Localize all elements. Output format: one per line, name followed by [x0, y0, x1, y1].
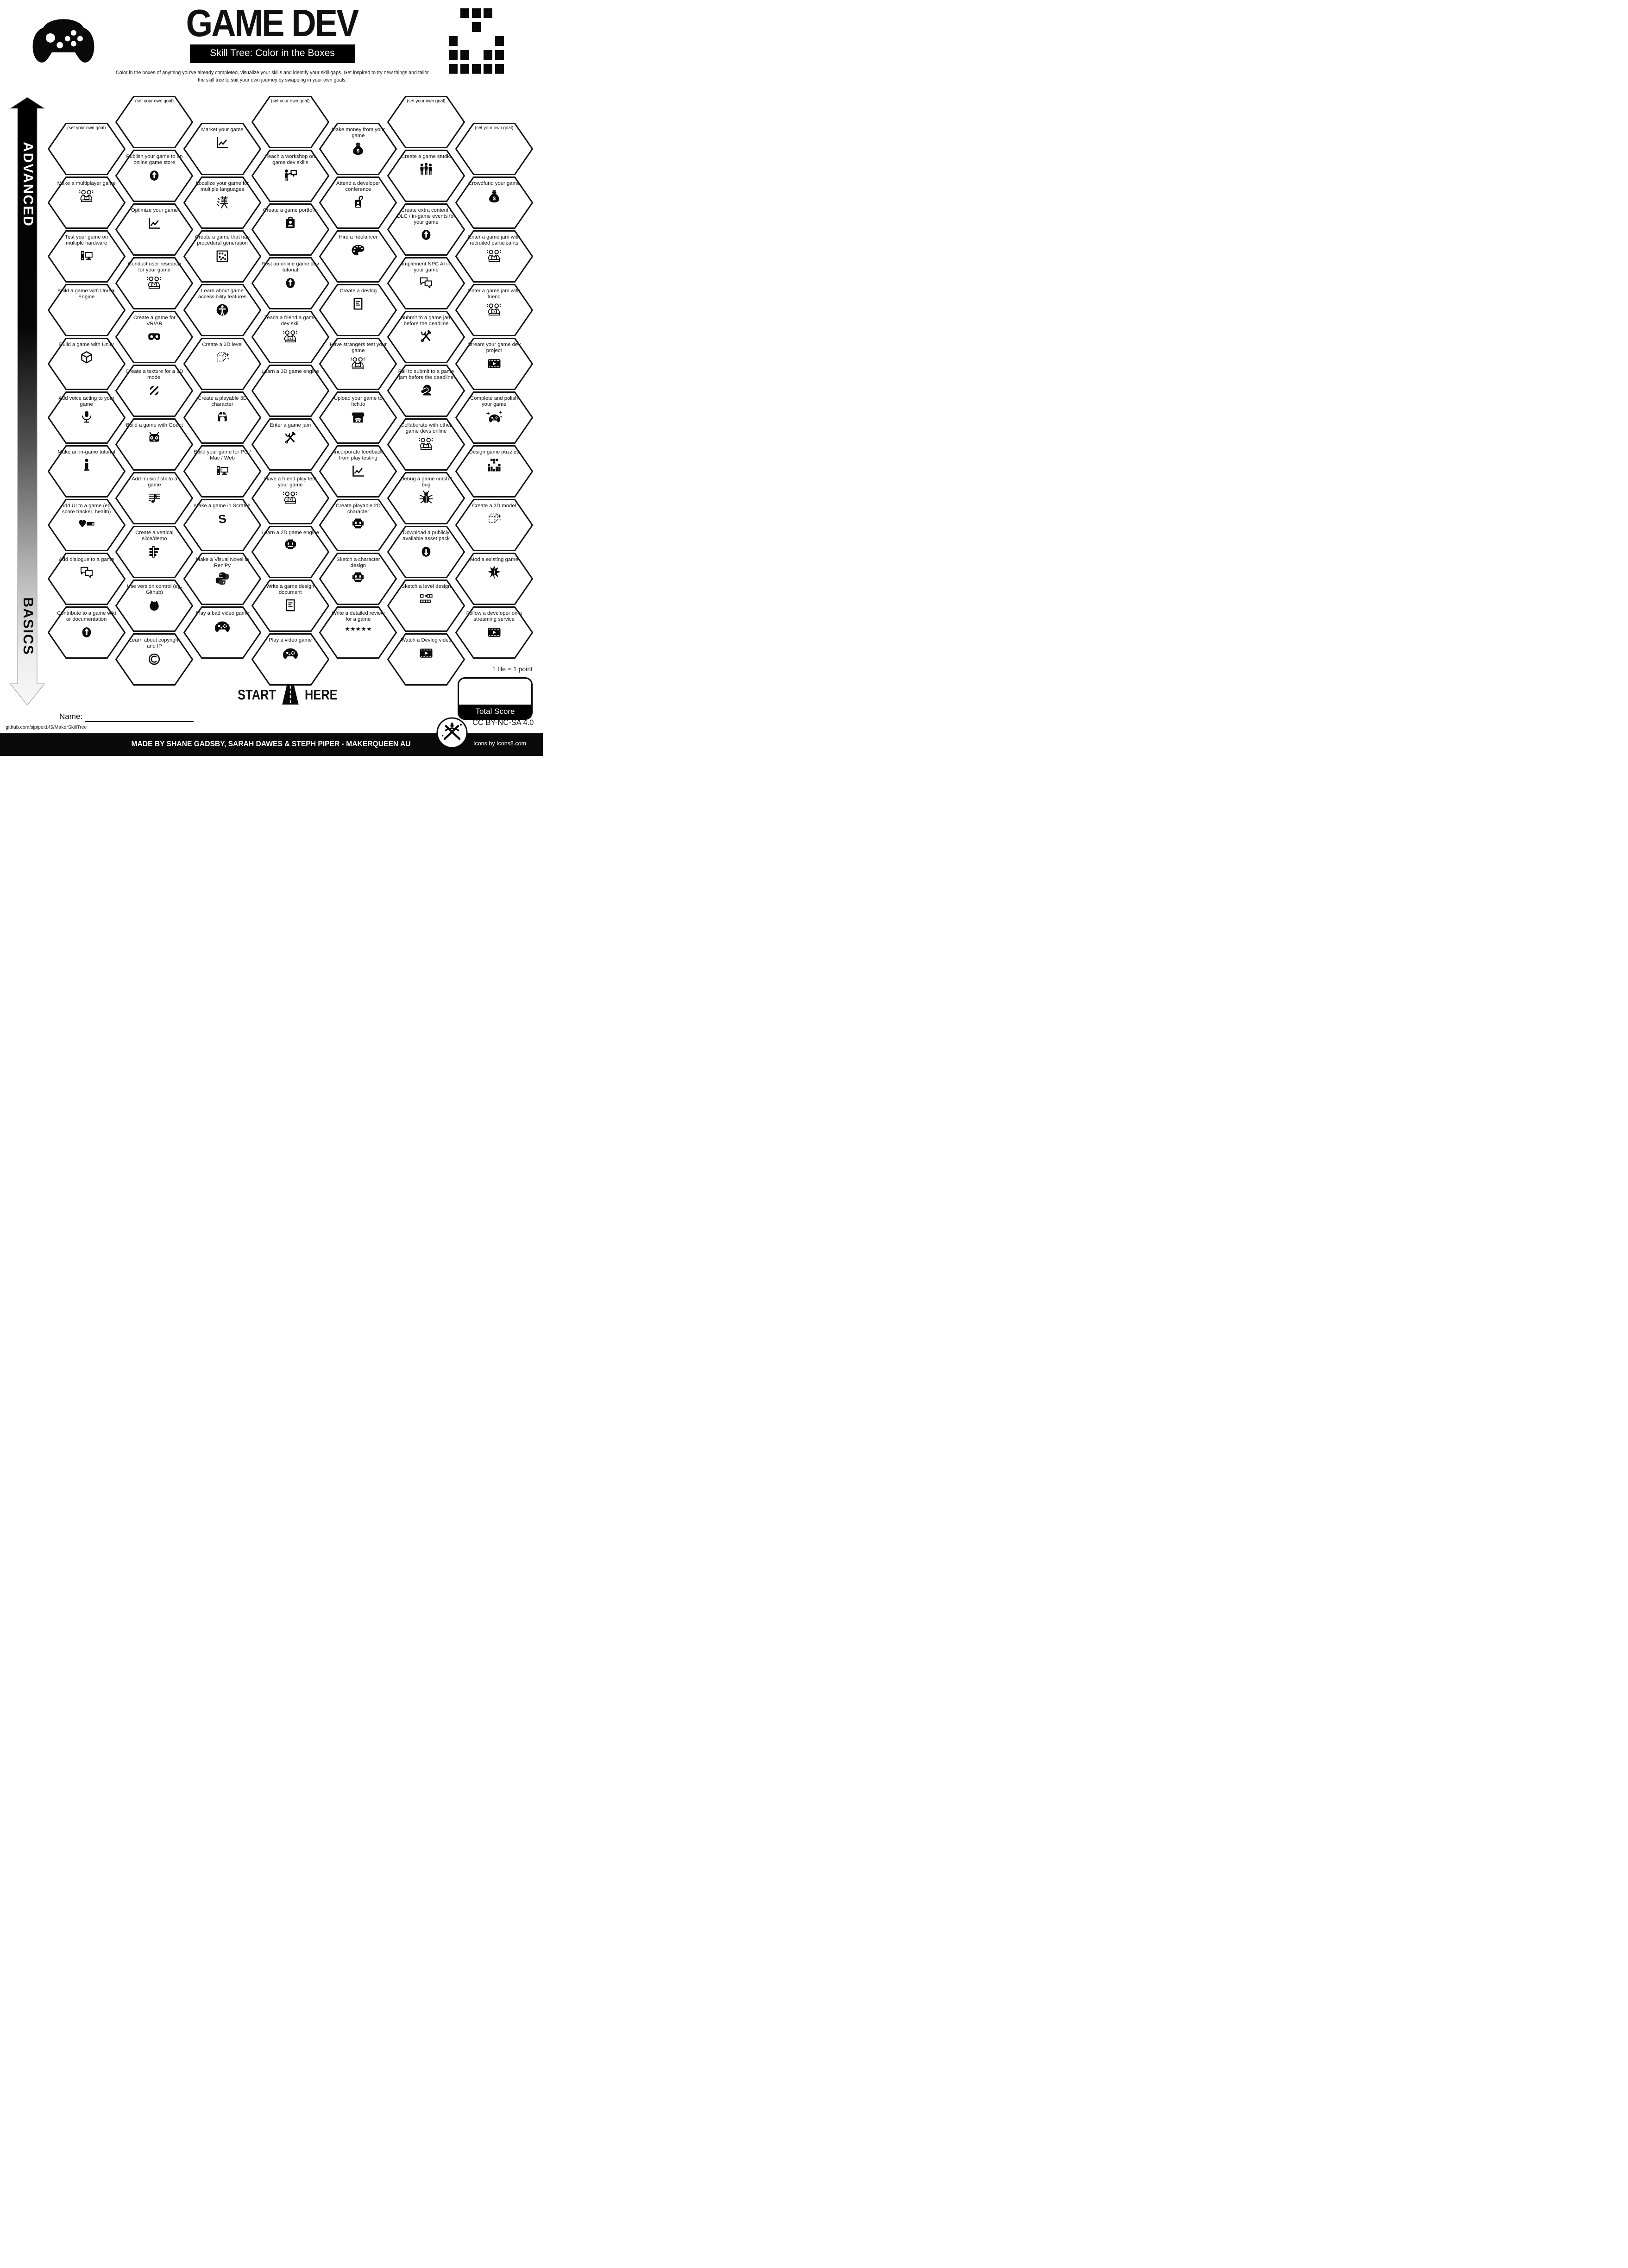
tools-jam-icon — [281, 430, 300, 447]
hex-incorporate-feedback-from-play-testing — [319, 445, 397, 498]
hex-label: Add voice acting to your game — [58, 395, 114, 407]
hex-sketch-a-level-design — [387, 580, 465, 632]
pixel-logo-cell — [472, 64, 481, 74]
money-bag-icon — [485, 188, 503, 205]
hex-label: Use version control (eg. Github) — [126, 583, 182, 595]
hex-label: Build a game with Unreal Engine — [57, 288, 116, 300]
hex-label: Learn a 3D game engine — [261, 368, 319, 374]
gamepad-sparkle-icon — [485, 409, 503, 426]
github-icon — [145, 597, 163, 614]
hex-learn-about-game-accessibility-features — [183, 284, 261, 336]
upload-circle-icon — [417, 227, 435, 243]
hex-build-a-game-with-unreal-engine — [48, 284, 126, 336]
hex-label: Learn a 2D game engine — [261, 529, 319, 536]
hex-label: Post an online game dev tutorial — [261, 261, 319, 273]
info-icon — [77, 457, 96, 473]
accessibility-icon — [213, 302, 232, 318]
pixel-logo-cell — [484, 50, 492, 60]
hex-label: Create a playable 3D character — [197, 395, 247, 407]
vr-headset-icon — [145, 328, 163, 345]
hex-label: Mod a existing game — [470, 556, 518, 562]
hex-label: Create a 3D level — [202, 341, 243, 347]
hex-label: Crowdfund your game — [468, 180, 520, 186]
hex-set-your-own-goal-5 — [387, 96, 465, 148]
hex-label: Write a detailed review for a game — [332, 610, 385, 622]
hex-download-a-publicly-available-asset-pack — [387, 526, 465, 578]
portfolio-badge-icon — [281, 215, 300, 232]
people-laptop-icon — [417, 436, 435, 453]
pixel-face-icon — [349, 570, 367, 587]
hex-localize-your-game-for-multiple-language — [183, 176, 261, 229]
hex-label: (set your own goal) — [475, 125, 514, 131]
hex-label: (set your own goal) — [67, 125, 106, 131]
music-sfx-icon — [145, 490, 163, 506]
hex-label: Learn about game accessibility features — [198, 288, 247, 300]
hex-label: Contribute to a game wiki or documentation — [57, 610, 116, 622]
hex-write-a-game-design-document — [251, 580, 329, 632]
pixel-logo-cell — [484, 64, 492, 74]
pixel-logo-cell — [484, 8, 492, 18]
hex-enter-a-game-jam-with-recruited-particip — [455, 230, 533, 283]
hex-enter-a-game-jam-with-friend — [455, 284, 533, 336]
pc-hardware-icon — [213, 463, 232, 479]
hex-test-your-game-on-multiple-hardware — [48, 230, 126, 283]
hex-crowdfund-your-game — [455, 176, 533, 229]
skyrim-mod-icon — [485, 564, 503, 581]
hex-add-ui-to-a-game-eg-score-tracker-health — [48, 499, 126, 551]
hex-follow-a-developer-on-a-streaming-servic — [455, 606, 533, 659]
bug-icon — [417, 490, 435, 506]
unity-icon — [77, 349, 96, 366]
pixel-logo-cell — [460, 50, 469, 60]
hex-label: Make an in-game tutorial — [57, 449, 115, 455]
gamepad-icon — [213, 618, 232, 635]
hex-add-voice-acting-to-your-game — [48, 391, 126, 444]
hex-create-a-playable-3d-character — [183, 391, 261, 444]
hex-label: (set your own goal) — [135, 98, 174, 104]
vertical-slice-icon — [145, 543, 163, 560]
hex-label: Create a game that has procedural generation — [195, 234, 250, 246]
pixel-logo-cell — [495, 36, 504, 46]
hex-create-a-game-portfolio — [251, 203, 329, 256]
hex-label: Create a texture for a 3D model — [126, 368, 183, 380]
hex-label: Market your game — [201, 126, 244, 132]
name-input-line[interactable] — [85, 711, 194, 722]
hex-label: Play a video game — [269, 637, 312, 643]
unreal-engine-icon — [77, 302, 96, 318]
hex-add-dialogue-to-a-game — [48, 553, 126, 605]
hex-label: Make money from your game — [331, 126, 385, 139]
hex-label: Sketch a character design — [336, 556, 380, 568]
hex-label: Create playable 2D character — [336, 503, 381, 515]
hex-label: Localize your game for multiple languages — [195, 180, 249, 192]
line-chart-icon — [349, 463, 367, 479]
level-sketch-icon — [417, 591, 435, 608]
hex-create-a-3d-model — [455, 499, 533, 551]
hex-attend-a-developer-conference — [319, 176, 397, 229]
hex-market-your-game — [183, 123, 261, 175]
people-laptop-icon — [485, 248, 503, 265]
people-laptop-icon — [485, 302, 503, 318]
upload-circle-icon — [281, 275, 300, 291]
five-stars-icon: ★★★★★ — [345, 625, 372, 632]
maker-badge-icon — [436, 717, 468, 749]
pixel-puzzle-icon — [485, 457, 503, 473]
hex-design-game-puzzles — [455, 445, 533, 498]
knight-helmet-icon — [213, 409, 232, 426]
texture-stripes-icon — [145, 382, 163, 399]
hex-label: Build a game with Unity — [59, 341, 114, 347]
hex-make-a-game-in-scratch — [183, 499, 261, 551]
hex-label: Add UI to a game (eg. score tracker, health) — [61, 503, 112, 515]
hex-create-a-3d-level — [183, 338, 261, 390]
hex-label: Download a publicly available asset pack — [402, 529, 450, 542]
hex-set-your-own-goal-3 — [251, 96, 329, 148]
hex-label: Test your game on multiple hardware — [65, 234, 108, 246]
line-chart-icon — [213, 134, 232, 151]
dialogue-bubbles-icon — [417, 275, 435, 291]
scratch-icon — [213, 510, 232, 527]
hex-label: Learn about copyright and IP — [129, 637, 180, 649]
people-laptop-icon — [77, 188, 96, 205]
cube-sparkle-icon — [213, 349, 232, 366]
hex-label: Debug a game crash / bug — [400, 476, 452, 488]
icons-credit: Icons by Icons8.com — [473, 740, 526, 747]
pixel-logo-cell — [449, 64, 458, 74]
made-by-credit: MADE BY SHANE GADSBY, SARAH DAWES & STEPH PIPER - MAKERQUEEN AU — [131, 739, 411, 748]
hex-submit-to-a-game-jam-before-the-deadline — [387, 311, 465, 363]
copyright-icon — [145, 651, 163, 668]
tile-point-note: 1 tile = 1 point — [492, 665, 533, 673]
hex-make-an-in-game-tutorial — [48, 445, 126, 498]
money-bag-icon — [349, 140, 367, 157]
hex-mod-a-existing-game — [455, 553, 533, 605]
hex-collaborate-with-other-game-devs-online — [387, 418, 465, 471]
hex-use-version-control-eg-github — [115, 580, 193, 632]
repo-url: github.com/sjpiper145/MakerSkillTree — [6, 724, 87, 730]
hex-contribute-to-a-game-wiki-or-documentati — [48, 606, 126, 659]
hex-fail-to-submit-to-a-game-jam-before-the- — [387, 365, 465, 417]
skill-tree-poster — [0, 0, 543, 756]
advanced-label: ADVANCED — [20, 142, 36, 227]
renpy-python-icon — [213, 570, 232, 587]
pixel-logo-cell — [495, 50, 504, 60]
film-player-icon — [417, 645, 435, 662]
basics-label: BASICS — [20, 597, 36, 655]
hex-teach-a-friend-a-game-dev-skill — [251, 311, 329, 363]
hex-label: Optimize your game — [131, 207, 178, 213]
hex-watch-a-devlog-video — [387, 633, 465, 686]
film-player-icon — [485, 355, 503, 372]
hex-set-your-own-goal-0 — [48, 123, 126, 175]
hex-label: Watch a Devlog video — [401, 637, 452, 643]
hex-label: Upload your game to Itch.io — [333, 395, 383, 407]
subtitle-banner: Skill Tree: Color in the Boxes — [190, 44, 355, 63]
palette-icon — [349, 242, 367, 258]
start-label: START — [238, 687, 276, 703]
hex-label: Make a multiplayer game — [57, 180, 116, 186]
tools-jam-icon — [417, 328, 435, 345]
pixel-logo-cell — [472, 8, 481, 18]
godot-icon — [145, 430, 163, 447]
hex-optimize-your-game — [115, 203, 193, 256]
people-laptop-icon — [349, 355, 367, 372]
hex-label: Build your game for PC / Mac / Web — [194, 449, 251, 461]
upload-circle-icon — [77, 624, 96, 641]
microphone-icon — [77, 409, 96, 426]
pixel-logo-cell — [460, 8, 469, 18]
hex-label: Make a game in Scratch — [194, 503, 251, 509]
hex-label: Sketch a level design — [401, 583, 451, 589]
cube-sparkle-icon — [485, 510, 503, 527]
download-circle-icon — [417, 543, 435, 560]
pixel-logo-cell — [449, 36, 458, 46]
hex-label: Implement NPC AI in your game — [402, 261, 451, 273]
hex-build-a-game-with-godot — [115, 418, 193, 471]
hex-create-playable-2d-character — [319, 499, 397, 551]
hex-label: Make a Visual Novel in Ren'Py — [195, 556, 249, 568]
hex-label: Design game puzzles — [469, 449, 519, 455]
pc-hardware-icon — [77, 248, 96, 265]
hex-label: Complete and polish your game — [470, 395, 518, 407]
conference-badge-icon — [349, 194, 367, 211]
hex-label: Enter a game jam — [270, 422, 311, 428]
hex-label: Add dialogue to a game — [59, 556, 114, 562]
hex-label: (set your own goal) — [271, 98, 310, 104]
hex-label: Add music / sfx to a game — [132, 476, 177, 488]
pixel-logo-cell — [449, 50, 458, 60]
facepalm-icon — [417, 382, 435, 399]
hex-label: Create a game portfolio — [263, 207, 318, 213]
hex-publish-your-game-to-an-online-game-stor — [115, 150, 193, 202]
hex-set-your-own-goal-1 — [115, 96, 193, 148]
unreal-engine-icon — [281, 376, 300, 393]
hex-label: Enter a game jam with recruited participants — [468, 234, 520, 246]
hex-create-a-devlog — [319, 284, 397, 336]
people-laptop-icon — [281, 328, 300, 345]
hex-play-a-bad-video-game — [183, 606, 261, 659]
hex-enter-a-game-jam — [251, 418, 329, 471]
hex-label: Stream your game dev project — [467, 341, 521, 353]
hex-label: Teach a workshop on game dev skills — [265, 153, 315, 165]
dialogue-bubbles-icon — [77, 564, 96, 581]
hex-create-a-game-for-vr-ar — [115, 311, 193, 363]
document-icon — [281, 597, 300, 614]
hex-label: Follow a developer on a streaming service — [466, 610, 522, 622]
total-score-label: Total Score — [459, 705, 531, 718]
hex-set-your-own-goal-6 — [455, 123, 533, 175]
hex-label: Attend a developer conference — [336, 180, 380, 192]
hex-implement-npc-ai-in-your-game — [387, 257, 465, 309]
hex-make-a-visual-novel-in-ren-py — [183, 553, 261, 605]
hex-label: Enter a game jam with friend — [468, 288, 520, 300]
team-trio-icon — [417, 161, 435, 178]
hex-complete-and-polish-your-game — [455, 391, 533, 444]
people-laptop-icon — [281, 490, 300, 506]
hex-post-an-online-game-dev-tutorial — [251, 257, 329, 309]
health-ui-icon — [77, 517, 96, 533]
film-player-icon — [485, 624, 503, 641]
hex-label: Create a game studio — [401, 153, 452, 159]
hex-play-a-video-game — [251, 633, 329, 686]
hex-create-a-game-studio — [387, 150, 465, 202]
hex-upload-your-game-to-itch-io — [319, 391, 397, 444]
hex-label: Play a bad video game — [195, 610, 249, 616]
hex-label: Have a friend play test your game — [264, 476, 316, 488]
gamepad-icon — [281, 645, 300, 662]
hex-teach-a-workshop-on-game-dev-skills — [251, 150, 329, 202]
hex-label: Build a game with Godot — [126, 422, 183, 428]
hex-build-your-game-for-pc-mac-web — [183, 445, 261, 498]
hex-label: Publish your game to an online game store — [126, 153, 183, 165]
hex-label: Collaborate with other game devs online — [401, 422, 452, 434]
description-text: Color in the boxes of anything you've already completed, visualize your skills and identify your skill gaps. Get inspired to try new things and tailor the skill tree to suit your own journey by swapping in your own goals. — [116, 70, 429, 83]
license-text: CC BY-NC-SA 4.0 — [472, 718, 534, 727]
document-icon — [349, 296, 367, 312]
procedural-pixels-icon — [213, 248, 232, 265]
itchio-storefront-icon — [349, 409, 367, 426]
hex-have-a-friend-play-test-your-game — [251, 472, 329, 524]
hex-label: Create a vertical slice/demo — [135, 529, 174, 542]
hex-stream-your-game-dev-project — [455, 338, 533, 390]
hex-create-a-texture-for-a-3d-model — [115, 365, 193, 417]
hex-add-music-sfx-to-a-game — [115, 472, 193, 524]
hex-label: Create a 3D model — [472, 503, 516, 509]
hex-label: Conduct user research for your game — [128, 261, 181, 273]
hex-label: (set your own goal) — [407, 98, 446, 104]
pixel-logo-cell — [460, 64, 469, 74]
pixel-logo-cell — [472, 22, 481, 32]
hex-learn-about-copyright-and-ip — [115, 633, 193, 686]
pixel-face-icon — [349, 517, 367, 533]
hex-build-a-game-with-unity — [48, 338, 126, 390]
gamepad-logo-icon — [19, 5, 107, 74]
hex-label: Create a devlog — [339, 288, 377, 294]
hex-label: Write a game design document — [266, 583, 314, 595]
hex-label: Teach a friend a game dev skill — [264, 315, 316, 327]
pixel-logo-cell — [495, 64, 504, 74]
line-chart-icon — [145, 215, 163, 232]
hex-label: Fail to submit to a game jam before the deadline — [398, 368, 454, 380]
hex-create-a-vertical-slice-demo — [115, 526, 193, 578]
pixel-logo — [449, 8, 504, 76]
hex-have-strangers-test-your-game — [319, 338, 397, 390]
hex-hire-a-freelancer — [319, 230, 397, 283]
hex-label: Incorporate feedback from play testing — [333, 449, 383, 461]
hex-make-money-from-your-game — [319, 123, 397, 175]
hex-conduct-user-research-for-your-game — [115, 257, 193, 309]
hex-label: Create extra content / DLC / in-game events for your game — [397, 207, 455, 225]
hex-learn-a-2d-game-engine — [251, 526, 329, 578]
pixel-face-icon — [281, 537, 300, 554]
hex-create-extra-content-dlc-in-game-events- — [387, 203, 465, 256]
hex-label: Have strangers test your game — [329, 341, 387, 353]
road-icon — [278, 683, 302, 706]
hex-sketch-a-character-design — [319, 553, 397, 605]
hex-label: Create a game for VR/AR — [133, 315, 176, 327]
hex-make-a-multiplayer-game — [48, 176, 126, 229]
kanji-localize-icon — [213, 194, 232, 211]
hex-write-a-detailed-review-for-a-game — [319, 606, 397, 659]
hex-label: Submit to a game jam before the deadline — [401, 315, 452, 327]
hex-debug-a-game-crash-bug — [387, 472, 465, 524]
hex-create-a-game-that-has-procedural-genera — [183, 230, 261, 283]
name-label: Name: — [59, 712, 83, 721]
people-laptop-icon — [145, 275, 163, 291]
page-title: GAME DEV — [186, 1, 358, 45]
here-label: HERE — [305, 687, 338, 703]
presenter-icon — [281, 167, 300, 184]
total-score-box — [458, 677, 533, 720]
hex-label: Hire a freelancer — [339, 234, 378, 240]
hex-learn-a-3d-game-engine — [251, 365, 329, 417]
upload-circle-icon — [145, 167, 163, 184]
